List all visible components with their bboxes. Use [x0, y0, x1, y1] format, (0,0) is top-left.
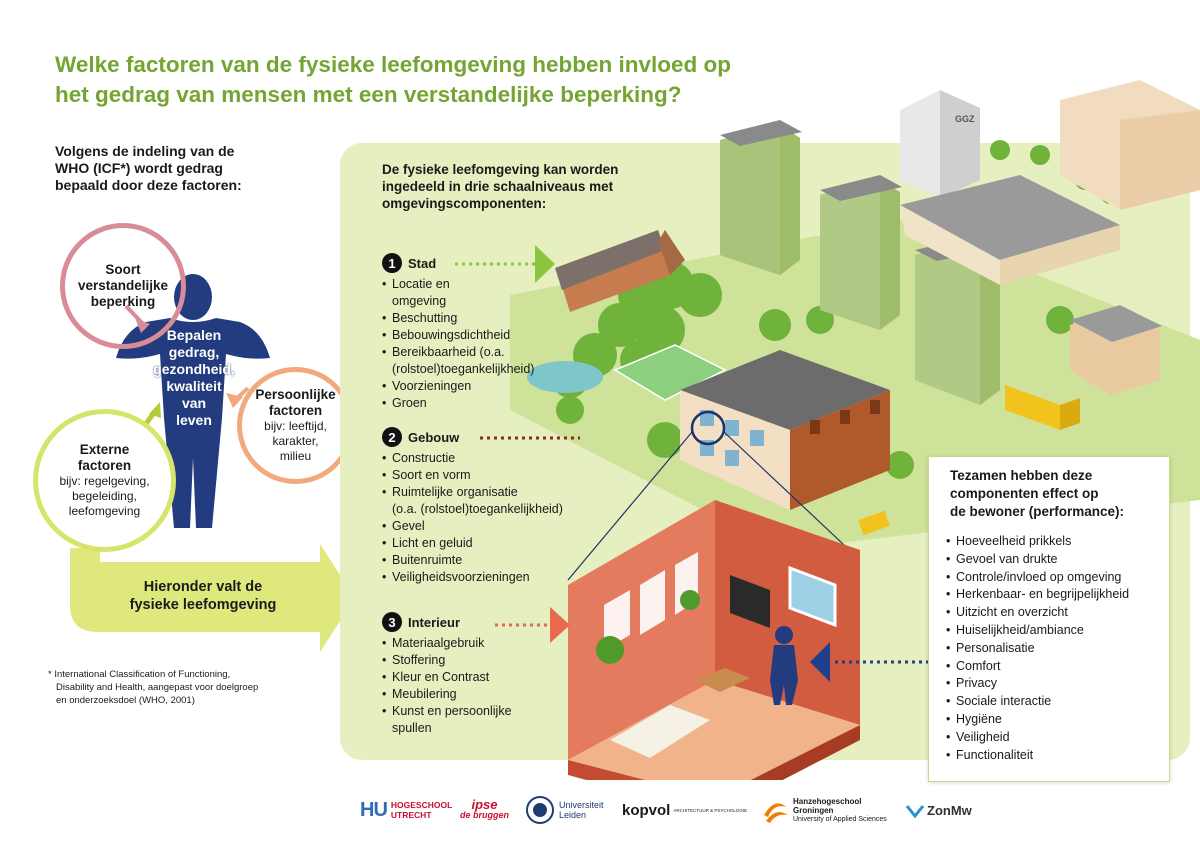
list-item: (o.a. (rolstoel)toegankelijkheid) [392, 502, 563, 516]
title-line: Welke factoren van de fysieke leefomgeving hebben invloed op [55, 52, 732, 77]
list-item: • Gevoel van drukte [946, 551, 1129, 569]
effect-heading [950, 467, 1160, 521]
pers-detail-line: milieu [279, 449, 312, 463]
list-item: • Constructie [382, 450, 563, 467]
hu-text: UTRECHT [390, 810, 432, 820]
ext-detail-line: begeleiding, [72, 489, 137, 503]
ggz-sign: GGZ [955, 114, 975, 124]
ipse-text: de bruggen [460, 810, 509, 820]
level-gebouw-heading [382, 427, 563, 447]
list-item: • Ruimtelijke organisatie [382, 484, 563, 501]
list-item: • Licht en geluid [382, 535, 563, 552]
pers-detail-line: bijv: leeftijd, [264, 419, 327, 433]
level-number: 1 [382, 253, 402, 273]
footnote-line: * International Classification of Functioning, [48, 669, 231, 680]
effect-heading-line: de bewoner (performance): [950, 504, 1125, 519]
ext-detail-line: bijv: regelgeving, [59, 474, 150, 488]
panel-heading-line: omgevingscomponenten: [382, 196, 547, 211]
ext-title-line: Externe [79, 442, 130, 457]
soort-line: beperking [90, 294, 156, 309]
persoonlijke-circle [237, 367, 354, 484]
hu-mark: HU [360, 798, 387, 821]
soort-line: Soort [105, 262, 141, 277]
list-item: (rolstoel)toegankelijkheid) [392, 362, 535, 376]
list-item: • Groen [382, 395, 534, 412]
pers-title-line: Persoonlijke [255, 387, 336, 402]
list-item: • Soort en vorm [382, 467, 563, 484]
list-item: • Bebouwingsdichtheid [382, 327, 534, 344]
level-name: Interieur [408, 614, 461, 630]
level-name: Stad [408, 255, 437, 271]
logo-bar [360, 788, 1180, 832]
list-item: • Materiaalgebruik [382, 635, 512, 652]
list-item: • Uitzicht en overzicht [946, 604, 1129, 622]
leiden-logo [525, 788, 604, 832]
level-name: Gebouw [408, 429, 460, 445]
level-stad-heading [382, 253, 534, 273]
footnote [48, 668, 308, 707]
effect-list [946, 533, 1129, 764]
ext-title-line: factoren [77, 458, 132, 473]
person-line: gedrag, [168, 344, 220, 360]
ext-detail-line: leefomgeving [68, 504, 141, 518]
title-line: het gedrag van mensen met een verstandelijke beperking? [55, 82, 682, 107]
pers-title-line: factoren [268, 403, 323, 418]
office-building-icon [1060, 80, 1200, 210]
ggz-building-icon [900, 90, 980, 198]
panel-heading-line: ingedeeld in drie schaalniveaus met [382, 179, 614, 194]
list-item: • Herkenbaar- en begrijpelijkheid [946, 586, 1129, 604]
list-item: • Veiligheid [946, 729, 1129, 747]
list-item: • Huiselijkheid/ambiance [946, 622, 1129, 640]
list-item: • Comfort [946, 658, 1129, 676]
hier-line: Hieronder valt de [143, 579, 263, 595]
ipse-text: ipse [471, 797, 498, 812]
level-number: 3 [382, 612, 402, 632]
list-item: • Kunst en persoonlijke [382, 703, 512, 720]
person-line: kwaliteit [166, 378, 222, 394]
panel-heading-line: De fysieke leefomgeving kan worden [382, 162, 619, 177]
hanze-text: Groningen [793, 805, 834, 815]
intro-line: bepaald door deze factoren: [55, 177, 242, 193]
level-stad [382, 253, 534, 412]
footnote-line: Disability and Health, aangepast voor doelgroep [56, 682, 259, 693]
resident-icon [775, 626, 793, 644]
effect-heading-line: componenten effect op [950, 486, 1099, 501]
list-item: spullen [392, 721, 432, 735]
list-item: • Personalisatie [946, 640, 1129, 658]
footnote-line: en onderzoeksdoel (WHO, 2001) [56, 695, 195, 706]
hanze-text: University of Applied Sciences [793, 815, 887, 823]
leiden-text: Leiden [559, 810, 587, 820]
list-item: • Buitenruimte [382, 552, 563, 569]
hanze-text: Hanzehogeschool [793, 796, 862, 806]
person-line: gezondheid, [153, 361, 235, 377]
leiden-text: Universiteit [559, 800, 604, 810]
externe-circle [33, 409, 176, 552]
list-item: • Hoeveelheid prikkels [946, 533, 1129, 551]
list-item: • Voorzieningen [382, 378, 534, 395]
leiden-seal-icon [525, 795, 555, 825]
hanze-logo [760, 788, 887, 832]
ipse-logo [460, 788, 509, 832]
zonmw-icon [905, 800, 925, 820]
kopvol-sub: ARCHITECTUUR & PSYCHOLOGIE [673, 807, 748, 813]
arrow-effect-icon [810, 642, 830, 682]
list-item: • Controle/invloed op omgeving [946, 569, 1129, 587]
list-item: • Sociale interactie [946, 693, 1129, 711]
list-item: • Stoffering [382, 652, 512, 669]
hieronder-label [98, 578, 308, 614]
hu-text: HOGESCHOOL [390, 800, 453, 810]
list-item: • Privacy [946, 675, 1129, 693]
person-line: Bepalen [166, 327, 222, 343]
person-line: leven [176, 412, 212, 428]
soort-line: verstandelijke [77, 278, 169, 293]
effect-connector [800, 640, 930, 685]
list-item: • Gevel [382, 518, 563, 535]
pers-detail-line: karakter, [272, 434, 319, 448]
hier-line: fysieke leefomgeving [129, 597, 277, 613]
level-interieur-list [382, 635, 512, 737]
list-item: • Functionaliteit [946, 747, 1129, 765]
level-gebouw [382, 427, 563, 586]
level-number: 2 [382, 427, 402, 447]
arrow-interieur-icon [550, 607, 570, 643]
list-item: • Beschutting [382, 310, 534, 327]
intro-line: Volgens de indeling van de [55, 143, 235, 159]
person-text [150, 327, 238, 429]
level-interieur-heading [382, 612, 512, 632]
level-gebouw-list [382, 450, 563, 586]
list-item: • Kleur en Contrast [382, 669, 512, 686]
arrow-stad-icon [535, 245, 555, 283]
list-item: • Locatie en [382, 276, 534, 293]
level-stad-list [382, 276, 534, 412]
effect-list-wrap [946, 530, 1129, 764]
list-item: omgeving [392, 294, 447, 308]
hu-logo [360, 788, 452, 832]
zonmw-text: ZonMw [927, 802, 972, 818]
list-item: • Hygiëne [946, 711, 1129, 729]
effect-heading-line: Tezamen hebben deze [950, 468, 1093, 483]
zonmw-logo [905, 788, 972, 832]
kopvol-text: kopvol [622, 801, 671, 819]
list-item: • Bereikbaarheid (o.a. [382, 344, 534, 361]
list-item: • Veiligheidsvoorzieningen [382, 569, 563, 586]
panel-heading [382, 161, 672, 212]
person-line: van [181, 395, 207, 411]
intro-line: WHO (ICF*) wordt gedrag [55, 160, 223, 176]
hanze-flame-icon [760, 795, 790, 825]
kopvol-logo [622, 788, 747, 832]
level-interieur [382, 612, 512, 737]
list-item: • Meubilering [382, 686, 512, 703]
